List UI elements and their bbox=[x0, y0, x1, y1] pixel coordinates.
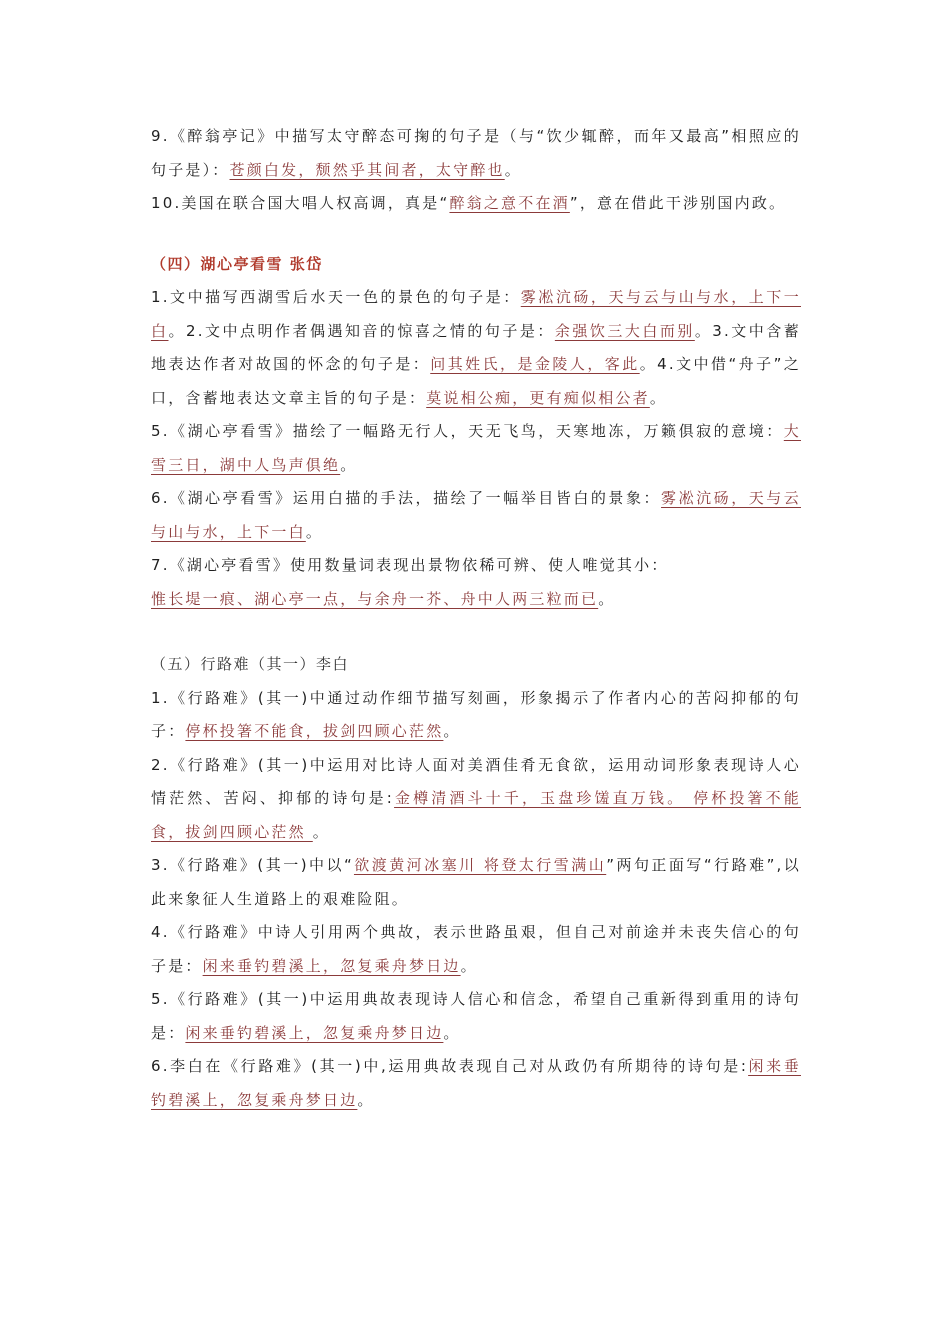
question-text: 。4.文中借“舟子”之口，含蓄地表达文章主旨的句子是： bbox=[151, 355, 802, 407]
section-5-question-4 bbox=[151, 916, 801, 983]
question-text: 。2.文中点明作者偶遇知音的惊喜之情的句子是： bbox=[168, 321, 555, 340]
question-suffix: 。 bbox=[312, 822, 330, 841]
question-suffix: 。 bbox=[649, 388, 668, 407]
question-text: 6.《湖心亭看雪》运用白描的手法，描绘了一幅举目皆白的景象： bbox=[151, 489, 662, 507]
answer-text: 莫说相公痴，更有痴似相公者 bbox=[426, 388, 650, 407]
document-page bbox=[151, 120, 801, 1117]
answer-text: 苍颜白发，颓然乎其间者，太守醉也 bbox=[229, 160, 505, 179]
answer-text: 大雪三日，湖中人鸟声俱绝 bbox=[151, 422, 801, 474]
section-5-question-2 bbox=[151, 749, 801, 850]
answer-text: 金樽清酒斗十千，玉盘珍馐直万钱。 停杯投箸不能食，拔剑四顾心茫然 bbox=[151, 789, 802, 841]
section-5-heading: （五）行路难（其一）李白 bbox=[151, 655, 350, 673]
section-5-question-3 bbox=[151, 849, 801, 916]
question-text: 7.《湖心亭看雪》使用数量词表现出景物依稀可辨、使人唯觉其小： bbox=[151, 556, 669, 574]
question-text: 2.《行路难》(其一)中运用对比诗人面对美酒佳肴无食欲，运用动词形象表现诗人心情茫然、苦闷、抑郁的诗句是: bbox=[151, 755, 801, 807]
answer-text: 雾凇沆砀，天与云与山与水，上下一白 bbox=[151, 288, 801, 340]
question-suffix: 。 bbox=[357, 1090, 375, 1109]
question-suffix: 。 bbox=[443, 1023, 461, 1042]
section-4-question-6 bbox=[151, 482, 801, 549]
question-text: 5.《行路难》(其一)中运用典故表现诗人信心和信念，希望自己重新得到重用的诗句是： bbox=[151, 990, 801, 1042]
question-text: 1.《行路难》(其一)中通过动作细节描写刻画，形象揭示了作者内心的苦闷抑郁的句子： bbox=[151, 688, 801, 740]
question-suffix: 。 bbox=[598, 589, 616, 608]
question-suffix: 。 bbox=[305, 522, 324, 541]
question-suffix: ”两句正面写“行路难”,以此来象征人生道路上的艰难险阻。 bbox=[151, 856, 801, 908]
answer-text: 闲来垂钓碧溪上，忽复乘舟梦日边 bbox=[185, 1023, 444, 1042]
section-5-question-1 bbox=[151, 682, 801, 749]
question-suffix: 。 bbox=[460, 956, 478, 975]
question-text: 。3.文中含蓄地表达作者对故国的怀念的句子是： bbox=[151, 321, 801, 373]
question-text: 1.文中描写西湖雪后水天一色的景色的句子是： bbox=[151, 288, 521, 306]
answer-text: 闲来垂钓碧溪上，忽复乘舟梦日边 bbox=[202, 956, 461, 975]
question-suffix: 。 bbox=[340, 455, 358, 474]
answer-text: 醉翁之意不在酒 bbox=[449, 194, 570, 212]
question-text: 5.《湖心亭看雪》描绘了一幅路无行人，天无飞鸟，天寒地冻，万籁俱寂的意境： bbox=[151, 422, 784, 440]
section-4-heading: （四）湖心亭看雪 张岱 bbox=[151, 254, 323, 273]
answer-text: 停杯投箸不能食，拔剑四顾心茫然 bbox=[185, 722, 444, 740]
section-4-combined-questions bbox=[151, 281, 801, 415]
question-text: 9.《醉翁亭记》中描写太守醉态可掬的句子是（与“饮少辄醉，而年又最高”相照应的句子是）： bbox=[151, 127, 801, 179]
question-10 bbox=[151, 187, 801, 221]
answer-text: 余强饮三大白而别 bbox=[554, 321, 695, 340]
answer-text: 欲渡黄河冰塞川 将登太行雪满山 bbox=[353, 856, 607, 874]
question-suffix: 。 bbox=[504, 160, 522, 179]
question-text: 4.《行路难》中诗人引用两个典故，表示世路虽艰，但自己对前途并未丧失信心的句子是： bbox=[151, 923, 801, 975]
answer-text: 惟长堤一痕、湖心亭一点，与余舟一芥、舟中人两三粒而已 bbox=[151, 589, 599, 608]
question-text: 3.《行路难》(其一)中以“ bbox=[151, 856, 354, 874]
section-4-question-7 bbox=[151, 549, 801, 616]
question-text: 6.李白在《行路难》(其一)中,运用典故表现自己对从政仍有所期待的诗句是: bbox=[151, 1057, 749, 1075]
answer-text: 问其姓氏，是金陵人，客此 bbox=[430, 355, 640, 373]
question-text: 10.美国在联合国大唱人权高调，真是“ bbox=[151, 194, 450, 212]
answer-text: 雾凇沆砀，天与云与山与水，上下一白 bbox=[151, 489, 801, 541]
section-5-question-5 bbox=[151, 983, 801, 1050]
section-4-question-5 bbox=[151, 415, 801, 482]
question-suffix: 。 bbox=[443, 722, 461, 740]
question-9 bbox=[151, 120, 801, 187]
answer-text: 闲来垂钓碧溪上，忽复乘舟梦日边 bbox=[151, 1057, 801, 1109]
section-5-question-6 bbox=[151, 1050, 801, 1117]
question-suffix: ”，意在借此干涉别国内政。 bbox=[569, 194, 787, 212]
